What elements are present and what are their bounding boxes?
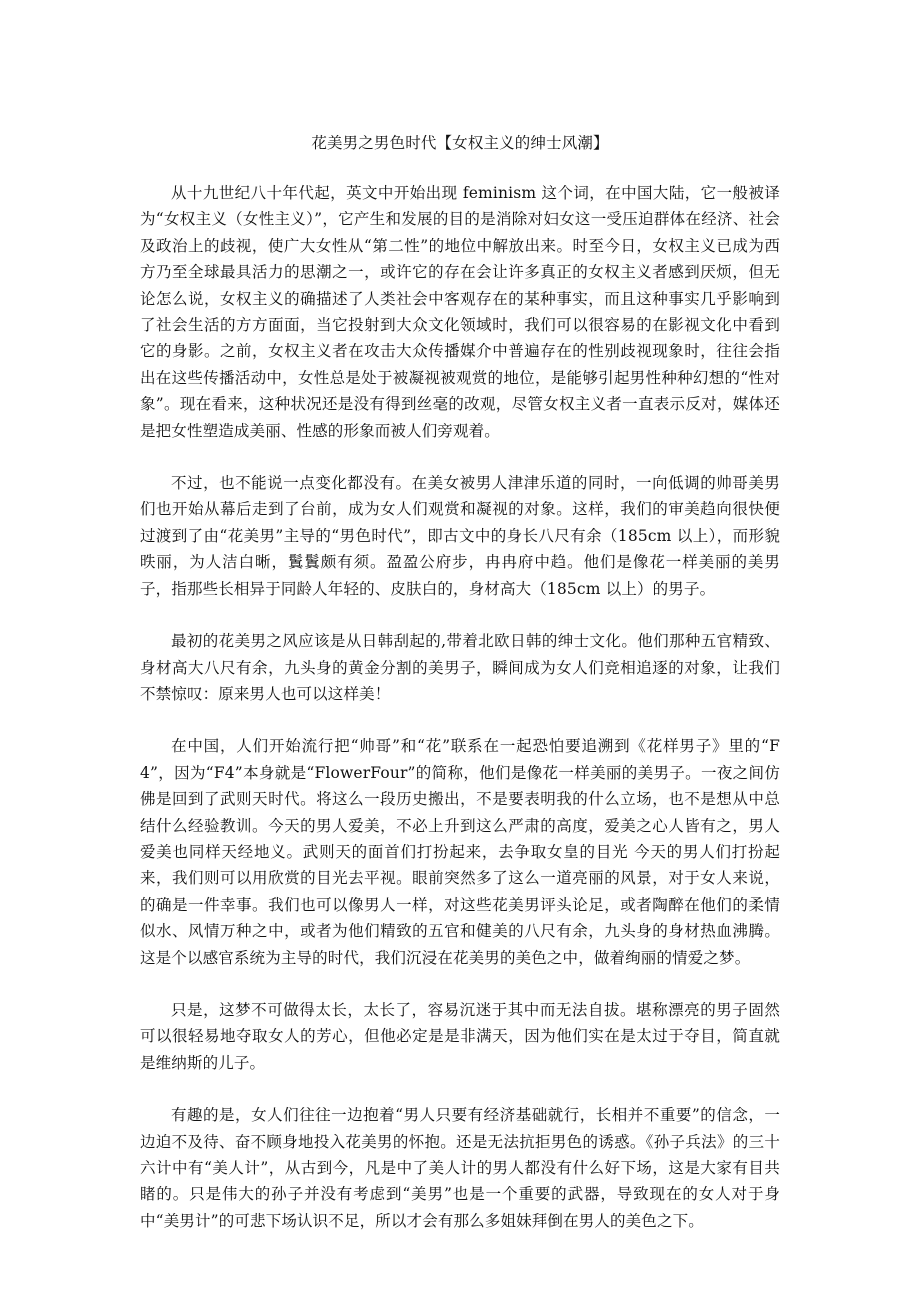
paragraph-1: 从十九世纪八十年代起，英文中开始出现 feminism 这个词，在中国大陆，它一般被译为“女权主义（女性主义）”，它产生和发展的目的是消除对妇女这一受压迫群体在经济、社会及政治上的歧视，使广大女性从“第二性”的地位中解放出来。时至今日，女权主义已成为西方乃至全球最具活力的思潮之一，或许它的存在会让许多真正的女权主义者感到厌烦，但无论怎么说，女权主义的确描述了人类社会中客观存在的某种事实，而且这种事实几乎影响到了社会生活的方方面面，当它投射到大众文化领域时，我们可以很容易的在影视文化中看到它的身影。之前，女权主义者在攻击大众传播媒介中普遍存在的性别歧视现象时，往往会指出在这些传播活动中，女性总是处于被凝视被观赏的地位，是能够引起男性种种幻想的“性对象”。现在看来，这种状况还是没有得到丝毫的改观，尽管女权主义者一直表示反对，媒体还是把女性塑造成美丽、性感的形象而被人们旁观着。 <box>140 184 780 440</box>
paragraph-5: 只是，这梦不可做得太长，太长了，容易沉迷于其中而无法自拔。堪称漂亮的男子固然可以很轻易地夺取女人的芳心，但他必定是是非满天，因为他们实在是太过于夺目，简直就是维纳斯的儿子。 <box>140 1000 780 1072</box>
paragraph-2: 不过，也不能说一点变化都没有。在美女被男人津津乐道的同时，一向低调的帅哥美男们也开始从幕后走到了台前，成为女人们观赏和凝视的对象。这样，我们的审美趋向很快便过渡到了由“花美男”主导的“男色时代”，即古文中的身长八尺有余（185cm 以上），而形貌昳丽，为人洁白晰，鬒鬒颇有须。盈盈公府步，冉冉府中趋。他们是像花一样美丽的美男子，指那些长相异于同龄人年轻的、皮肤白的，身材高大（185cm 以上）的男子。 <box>140 474 780 598</box>
paragraph-4: 在中国，人们开始流行把“帅哥”和“花”联系在一起恐怕要追溯到《花样男子》里的“F4”，因为“F4”本身就是“FlowerFour”的简称，他们是像花一样美丽的美男子。一夜之间仿佛是回到了武则天时代。将这么一段历史搬出，不是要表明我的什么立场，也不是想从中总结什么经验教训。今天的男人爱美，不必上升到这么严肃的高度，爱美之心人皆有之，男人爱美也同样天经地义。武则天的面首们打扮起来，去争取女皇的目光 今天的男人们打扮起来，我们则可以用欣赏的目光去平视。眼前突然多了这么一道亮丽的风景，对于女人来说，的确是一件幸事。我们也可以像男人一样，对这些花美男评头论足，或者陶醉在他们的柔情似水、风情万种之中，或者为他们精致的五官和健美的八尺有余，九头身的身材热血沸腾。这是个以感官系统为主导的时代，我们沉浸在花美男的美色之中，做着绚丽的情爱之梦。 <box>140 737 780 967</box>
document-title: 花美男之男色时代【女权主义的绅士风潮】 <box>311 134 609 152</box>
paragraph-3: 最初的花美男之风应该是从日韩刮起的,带着北欧日韩的绅士文化。他们那种五官精致、身材高大八尺有余，九头身的黄金分割的美男子，瞬间成为女人们竞相追逐的对象，让我们不禁惊叹：原来男人也可以这样美！ <box>140 632 780 703</box>
paragraph-6: 有趣的是，女人们往往一边抱着“男人只要有经济基础就行，长相并不重要”的信念，一边迫不及待、奋不顾身地投入花美男的怀抱。还是无法抗拒男色的诱惑。《孙子兵法》的三十六计中有“美人计”，从古到今，凡是中了美人计的男人都没有什么好下场，这是大家有目共睹的。只是伟大的孙子并没有考虑到“美男”也是一个重要的武器，导致现在的女人对于身中“美男计”的可悲下场认识不足，所以才会有那么多姐妹拜倒在男人的美色之下。 <box>140 1106 780 1230</box>
document-page <box>140 130 780 1234</box>
